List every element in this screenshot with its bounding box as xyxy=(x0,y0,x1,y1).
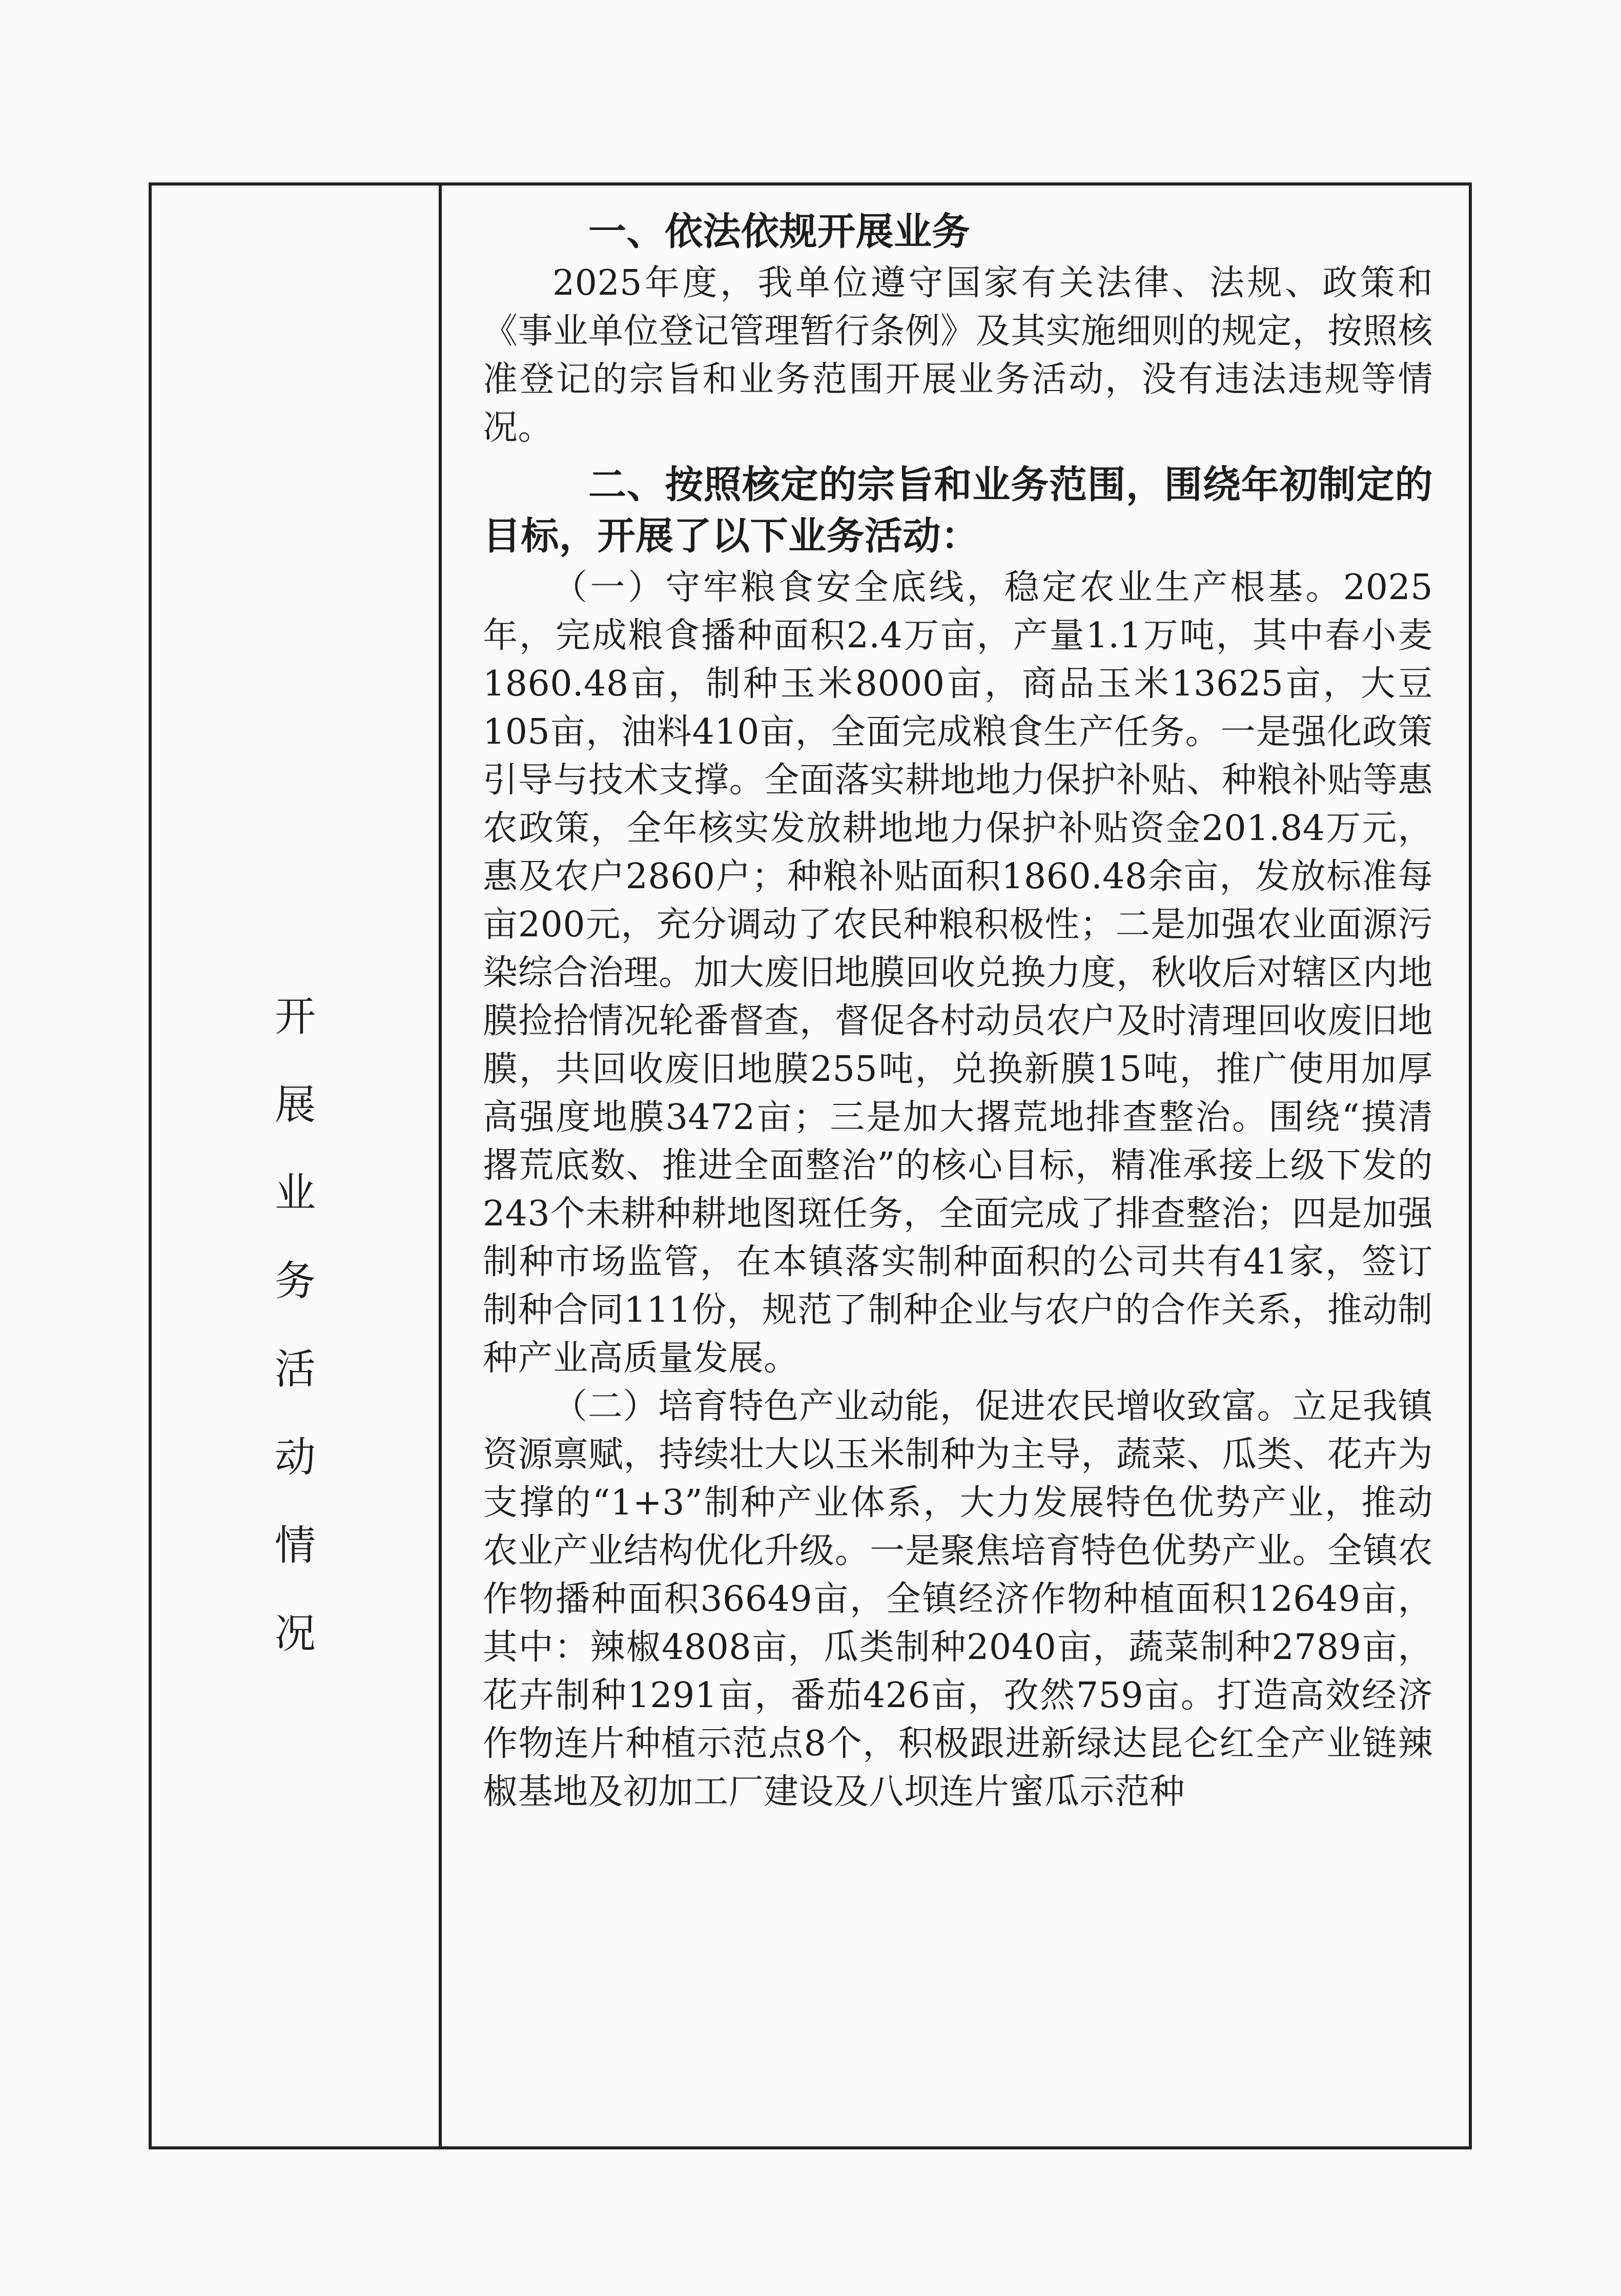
paragraph-compliance: 2025年度，我单位遵守国家有关法律、法规、政策和《事业单位登记管理暂行条例》及其实施细则的规定，按照核准登记的宗旨和业务范围开展业务活动，没有违法违规等情况。 xyxy=(483,263,1433,448)
label-char: 情 xyxy=(275,1522,316,1569)
label-char: 开 xyxy=(275,993,316,1040)
paragraph-grain-security: （一）守牢粮食安全底线，稳定农业生产根基。2025年，完成粮食播种面积2.4万亩，产量1.1万吨，其中春小麦1860.48亩，制种玉米8000亩，商品玉米13625亩，大豆105亩，油料410亩，全面完成粮食生产任务。一是强化政策引导与技术支撑。全面落实耕地地力保护补贴、种粮补贴等惠农政策，全年核实发放耕地地力保护补贴资金201.84万元，惠及农户2860户；种粮补贴面积1860.48余亩，发放标准每亩200元，充分调动了农民种粮积极性；二是加强农业面源污染综合治理。加大废旧地膜回收兑换力度，秋收后对辖区内地膜捡拾情况轮番督查，督促各村动员农户及时清理回收废旧地膜，共回收废旧地膜255吨，兑换新膜15吨，推广使用加厚高强度地膜3472亩；三是加大撂荒地排查整治。围绕“摸清撂荒底数、推进全面整治”的核心目标，精准承接上级下发的243个未耕种耕地图斑任务，全面完成了排查整治；四是加强制种市场监管，在本镇落实制种面积的公司共有41家，签订制种合同111份，规范了制种企业与农户的合作关系，推动制种产业高质量发展。 xyxy=(483,567,1433,1379)
row-label-cell xyxy=(152,186,442,2146)
label-char: 活 xyxy=(275,1345,316,1393)
section-heading-2: 二、按照核定的宗旨和业务范围，围绕年初制定的目标，开展了以下业务活动： xyxy=(483,463,1433,558)
vertical-row-label xyxy=(152,993,439,1701)
label-char: 动 xyxy=(275,1433,316,1481)
activity-table xyxy=(149,182,1472,2149)
label-char: 展 xyxy=(275,1081,316,1129)
paragraph-featured-industry: （二）培育特色产业动能，促进农民增收致富。立足我镇资源禀赋，持续壮大以玉米制种为主导，蔬菜、瓜类、花卉为支撑的“1+3”制种产业体系，大力发展特色优势产业，推动农业产业结构优化升级。一是聚焦培育特色优势产业。全镇农作物播种面积36649亩，全镇经济作物种植面积12649亩，其中：辣椒4808亩，瓜类制种2040亩，蔬菜制种2789亩，花卉制种1291亩，番茄426亩，孜然759亩。打造高效经济作物连片种植示范点8个，积极跟进新绿达昆仑红全产业链辣椒基地及初加工厂建设及八坝连片蜜瓜示范种 xyxy=(483,1386,1433,1812)
label-char: 务 xyxy=(275,1257,316,1305)
section-heading-1: 一、依法依规开展业务 xyxy=(588,210,970,254)
label-char: 业 xyxy=(275,1169,316,1217)
content-cell xyxy=(442,186,1469,2146)
label-char: 况 xyxy=(275,1610,316,1657)
